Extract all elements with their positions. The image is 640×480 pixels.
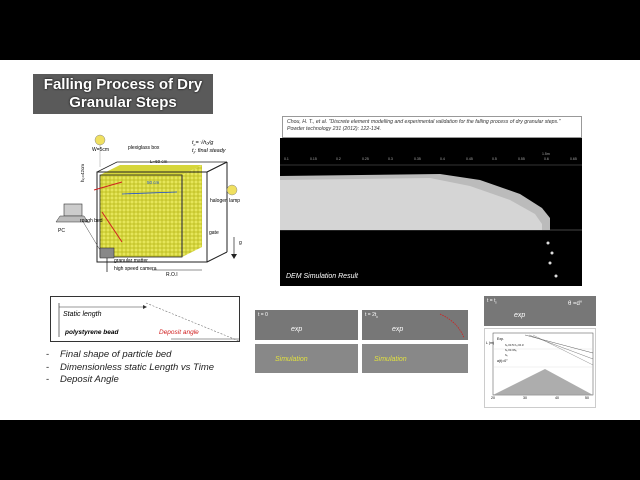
title-line-2: Granular Steps	[69, 94, 177, 111]
label-gate: gate	[209, 230, 219, 236]
sim-tick-top: 1.5m	[542, 152, 550, 156]
label-rough: rough bed	[80, 218, 103, 224]
panel-theta: θ =d°	[568, 301, 583, 307]
static-length-plot	[484, 328, 596, 408]
slide	[0, 60, 640, 420]
panel-label: Simulation	[374, 356, 407, 363]
sim-tick-label: 0.4	[440, 157, 445, 161]
label-h: h₀=42cm	[80, 163, 85, 182]
panel-tag-t: t = t	[487, 298, 496, 304]
label-g: g	[239, 240, 242, 246]
plot-svg	[485, 329, 597, 409]
label-l: L=60 cm	[150, 159, 168, 164]
panel-label: exp	[392, 326, 404, 333]
plot-xtick: 40	[555, 396, 559, 400]
label-pc: PC	[58, 228, 65, 234]
label-50cm: 50 cm	[147, 180, 160, 185]
sim-tick-label: 0.2	[336, 157, 341, 161]
bead-label: polystyrene bead	[65, 329, 119, 336]
deposit-angle-label: Deposit angle	[159, 329, 199, 336]
dem-simulation-image	[280, 138, 582, 286]
label-camera: high speed camera	[114, 266, 157, 272]
panel-label: exp	[514, 312, 526, 319]
plot-legend-item: h₀=0.3h₀	[505, 348, 517, 352]
panel-exp-t2tc	[362, 310, 468, 340]
sim-tick-label: 0.5	[492, 157, 497, 161]
bullet-list	[46, 349, 214, 387]
panel-deposit-curve	[362, 310, 468, 340]
sim-tick-label: 0.45	[466, 157, 473, 161]
panel-tag-t: t = 2t	[365, 312, 377, 318]
formula-tc	[192, 140, 213, 147]
plot-xtick: 20	[491, 396, 495, 400]
formula-tc-t: t	[192, 140, 194, 146]
reference-box: Chou, H. T., et al. "Discrete element modelling and experimental validation for the falling process of dry granular steps." Powder technology 231 (2012): 122-134.	[282, 116, 582, 138]
sim-tick-label: 0.35	[414, 157, 421, 161]
formula-tc-rhs: = √h₀/g	[195, 140, 214, 146]
bullet-item: - Deposit Angle	[46, 374, 214, 387]
panel-label: exp	[291, 326, 303, 333]
formula-tf-t: t	[192, 148, 194, 154]
formula-tf-rhs: : final steady	[194, 148, 226, 154]
bullet-item: - Dimensionless static Length vs Time	[46, 362, 214, 375]
title-line-1: Falling Process of Dry	[43, 76, 203, 93]
static-length-label: Static length	[63, 311, 102, 318]
label-plexiglass: plexiglass box	[128, 145, 160, 151]
panel-tag-sub: c	[376, 315, 379, 319]
plot-legend-item: Exp.	[497, 337, 505, 341]
sim-tick-label: 0.15	[310, 157, 317, 161]
sim-tick-label: 0.6	[544, 157, 549, 161]
panel-exp-tf	[484, 296, 596, 326]
plot-xtick: 50	[585, 396, 589, 400]
formula-tc-sub: c	[193, 142, 196, 148]
plot-theta: a(t)=0°	[497, 359, 508, 363]
panel-exp-t0	[255, 310, 358, 340]
experimental-setup-figure	[42, 132, 264, 292]
dem-simulation-label: DEM Simulation Result	[286, 273, 358, 280]
sim-tick-label: 0.1	[284, 157, 289, 161]
sim-particles	[280, 138, 582, 286]
sim-tick-label: 0.65	[570, 157, 577, 161]
label-w: W=5cm	[92, 147, 110, 153]
plot-xtick: 30	[523, 396, 527, 400]
panel-tag-sub: f	[495, 301, 497, 305]
plot-legend-item: h₀	[505, 353, 508, 357]
formula-tf	[192, 148, 226, 155]
sim-tick-label: 0.25	[362, 157, 369, 161]
panel-sim-2	[362, 344, 468, 373]
label-roi: R.O.I	[166, 272, 178, 278]
sim-tick-label: 0.55	[518, 157, 525, 161]
panel-tag: t = 0	[258, 312, 268, 318]
slide-title	[33, 74, 213, 114]
panel-label: Simulation	[275, 356, 308, 363]
formula-tf-sub: f	[193, 150, 195, 156]
panel-sim-1	[255, 344, 358, 373]
panel-tag	[487, 298, 496, 305]
sim-tick-label: 0.3	[388, 157, 393, 161]
label-granular: granular matter	[114, 258, 148, 264]
static-length-diagram	[50, 296, 240, 342]
plot-ylabel: L (m)	[486, 341, 495, 345]
label-halogen: halogen lamp	[210, 198, 241, 204]
static-length-lines	[51, 297, 241, 343]
bullet-item: - Final shape of particle bed	[46, 349, 214, 362]
plot-legend-item: h₀=0.5 h₀=0.3	[505, 343, 524, 347]
